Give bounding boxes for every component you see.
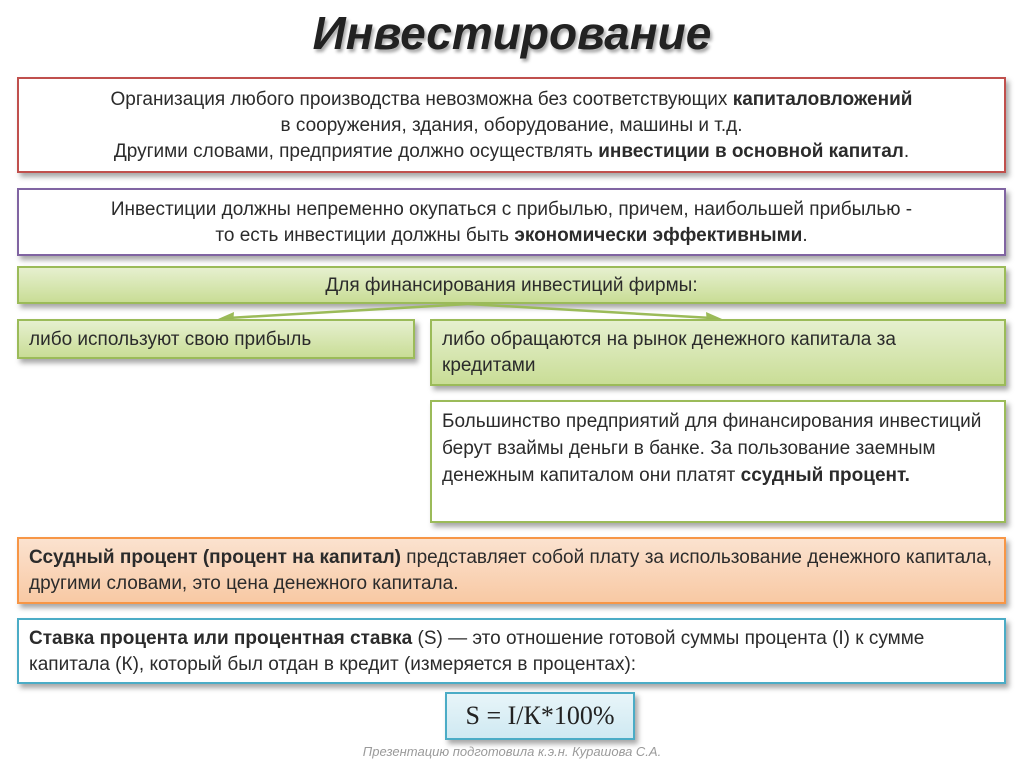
loan-interest-definition: представляет собой плату за использование денежного капитала, другими словами, это цена денежного капитала. <box>29 547 993 594</box>
bank-loans-box <box>430 400 1006 523</box>
bank-loans-text: Большинство предприятий для финансирования инвестиций берут взаймы деньги в банке. За пользование заемным денежным капиталом они платят <box>442 411 982 486</box>
footer-credit: Презентацию подготовила к.э.н. Курашова С.А. <box>362 744 662 759</box>
own-profit-box <box>17 319 415 359</box>
financing-header-text: Для финансирования инвестиций фирмы: <box>325 275 698 296</box>
box2-line2-end: . <box>802 225 808 246</box>
box1-text: Организация любого производства невозможна без соответствующих <box>110 89 733 110</box>
box2-line2-bold: экономически эффективными <box>514 225 803 246</box>
page-title: Инвестирование <box>312 7 712 59</box>
loan-interest-term: Ссудный процент (процент на капитал) <box>29 547 401 568</box>
arrow-left <box>228 304 468 318</box>
interest-rate-box <box>17 618 1006 684</box>
own-profit-text: либо используют свою прибыль <box>29 329 312 350</box>
box2-line2: то есть инвестиции должны быть <box>215 225 515 246</box>
arrow-right <box>468 304 712 318</box>
loan-interest-box <box>17 537 1006 604</box>
bank-loans-bold: ссудный процент. <box>740 465 910 486</box>
box1-line3-bold: инвестиции в основной капитал <box>598 141 904 162</box>
interest-rate-definition: (S) — это отношение готовой суммы процента (I) к сумме капитала (К), который был отдан в кредит (измеряется в процентах): <box>29 628 925 675</box>
box1-line3: Другими словами, предприятие должно осуществлять <box>113 141 599 162</box>
box1-line2: в сооружения, здания, оборудование, машины и т.д. <box>280 115 743 136</box>
box1-bold-term: капиталовложений <box>732 89 913 110</box>
box2-line1: Инвестиции должны непременно окупаться с прибылью, причем, наибольшей прибылью - <box>110 199 913 220</box>
capital-market-text: либо обращаются на рынок денежного капитала за кредитами <box>442 329 896 376</box>
interest-rate-term: Ставка процента или процентная ставка <box>29 628 413 649</box>
interest-rate-formula: S = I/К*100% <box>445 692 635 740</box>
box1-line3-end: . <box>903 141 910 162</box>
capital-market-box <box>430 319 1006 386</box>
